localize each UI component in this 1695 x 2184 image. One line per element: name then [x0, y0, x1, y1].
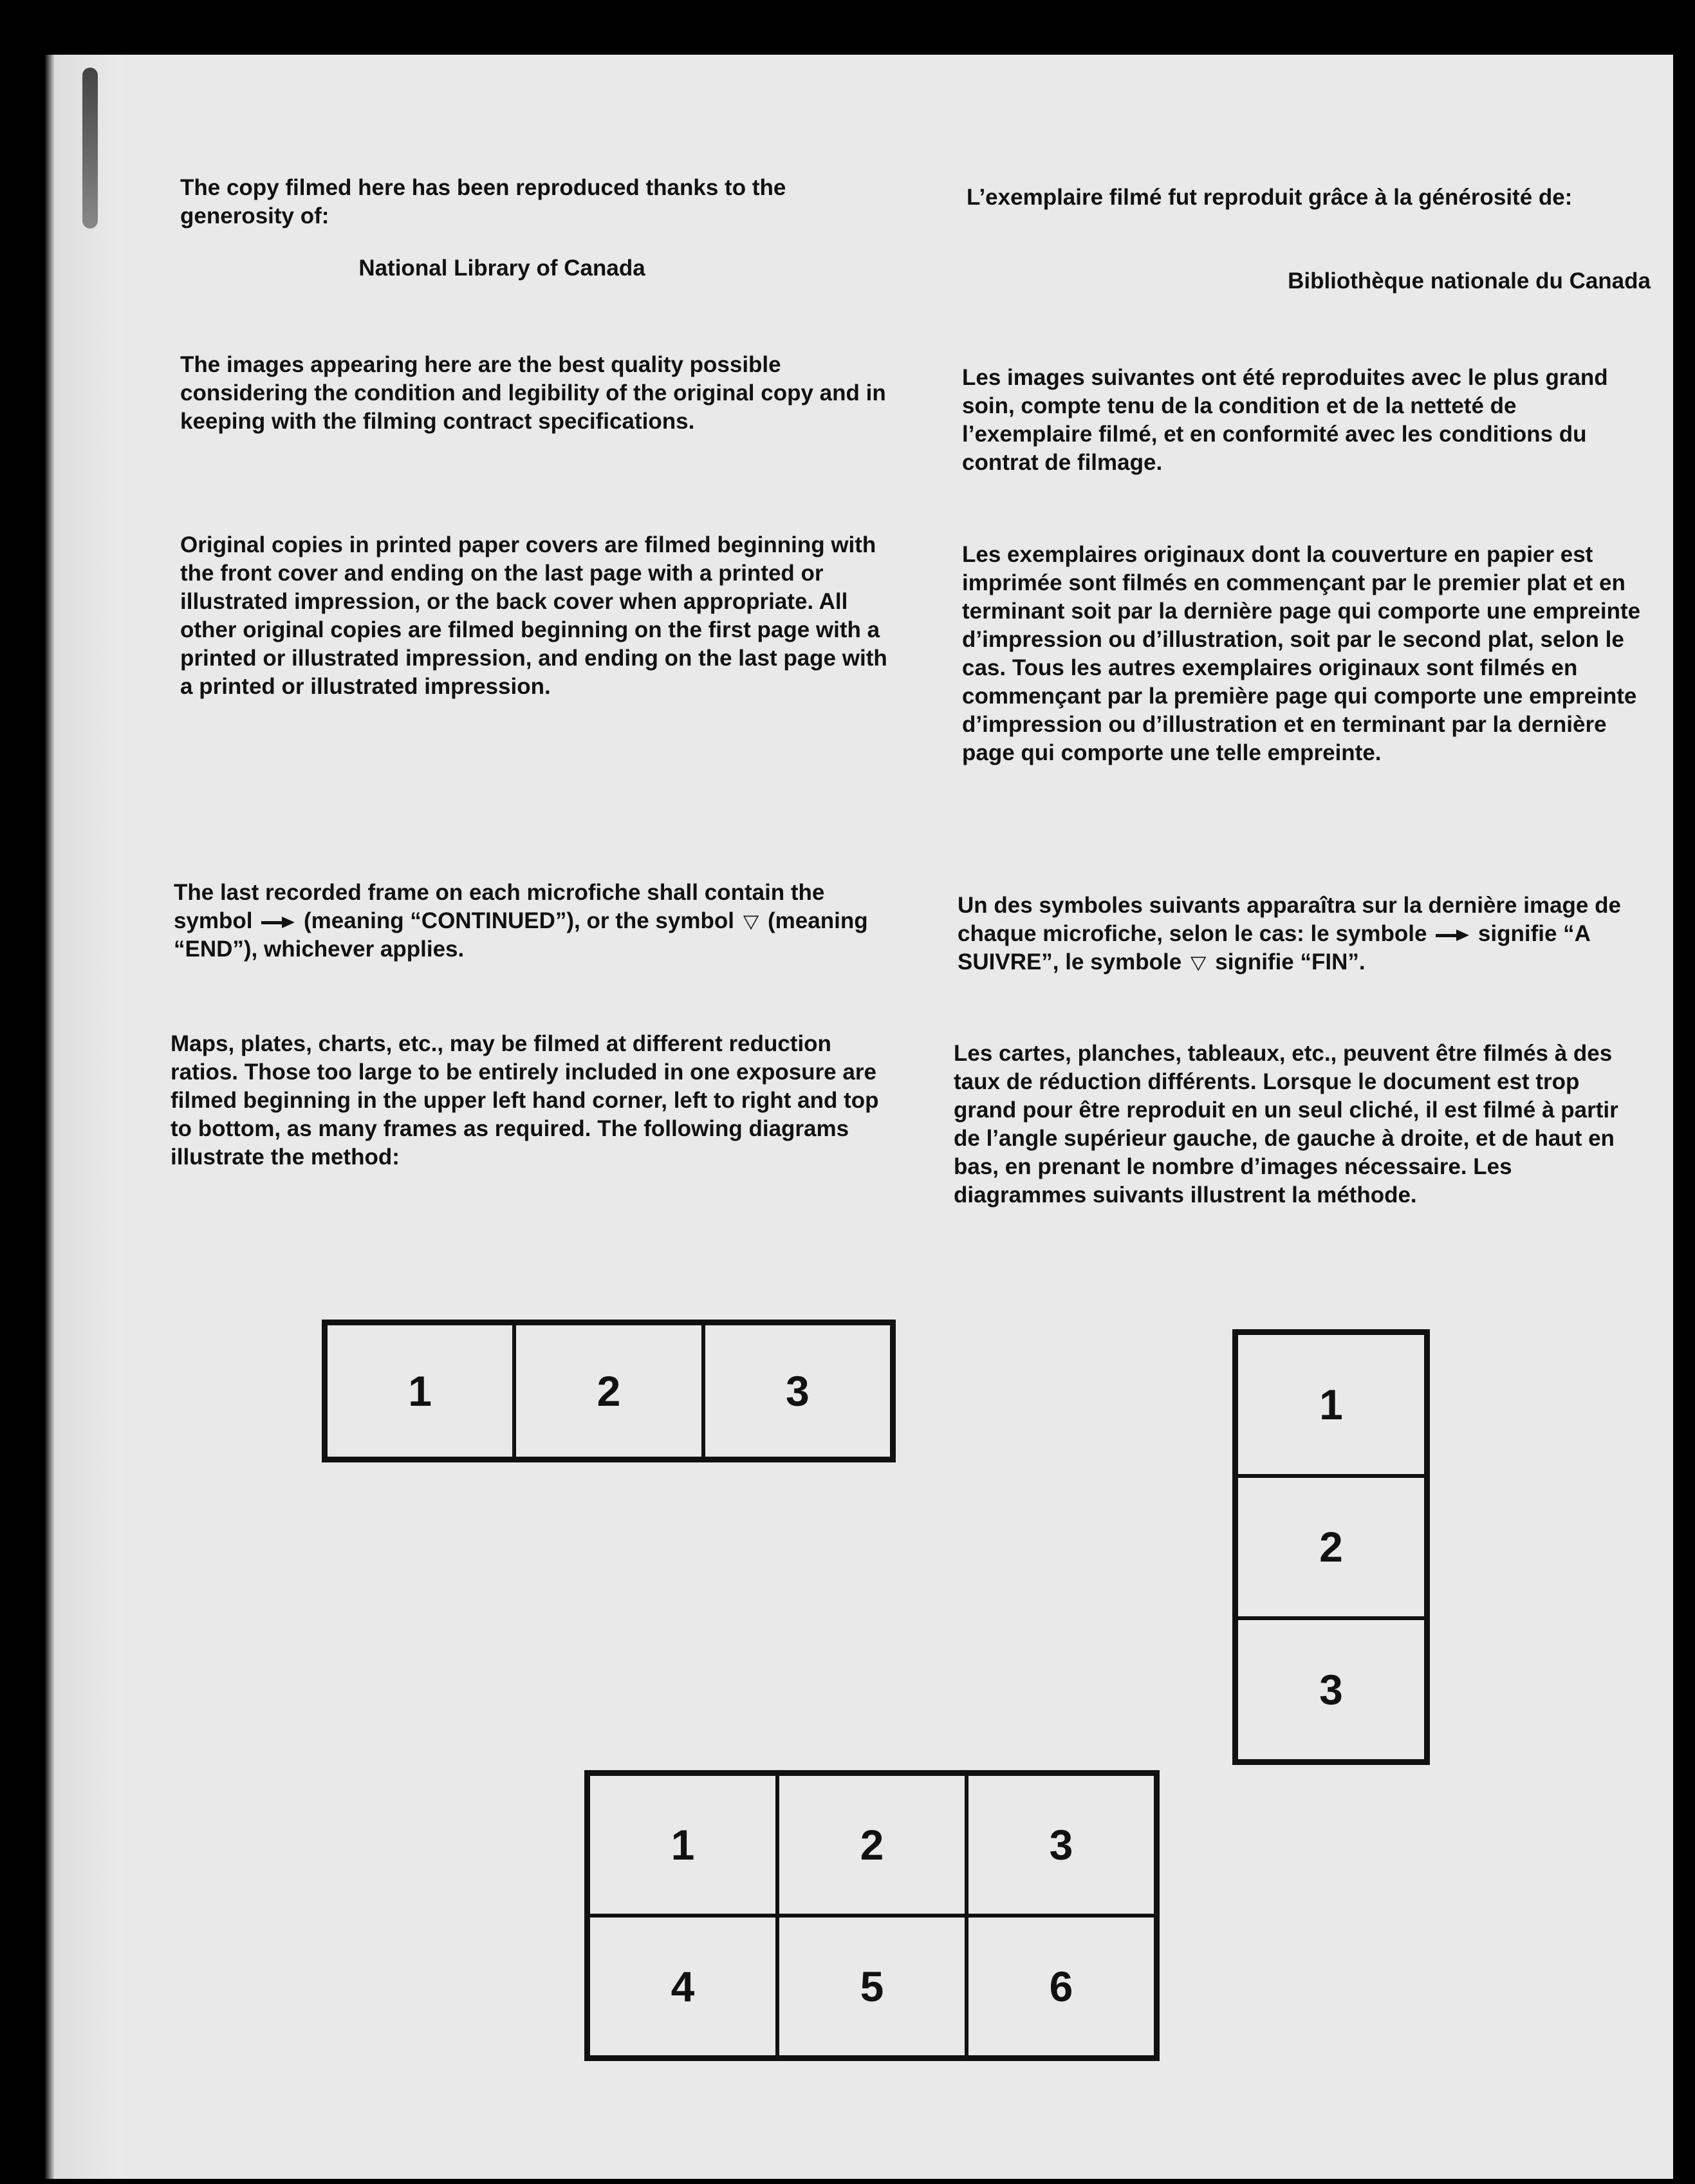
arrow-right-icon: [1436, 931, 1469, 940]
grid-frames-diagram: [584, 1770, 1160, 2061]
right-quality-paragraph: Les images suivantes ont été reproduites avec le plus grand soin, compte tenu de la condition et de la netteté de l’exemplaire filmé, et en conformité avec les conditions du contrat de filmage.: [962, 365, 1608, 475]
frame-cell: 2: [1236, 1476, 1426, 1619]
right-symbols-text-3: signifie “FIN”.: [1215, 949, 1366, 975]
right-maps-paragraph: Les cartes, planches, tableaux, etc., peuvent être filmés à des taux de réduction différents. Lorsque le document est trop grand pour être reproduit en un seul cliché, il est filmé à partir de l’angle supérieur gauche, de gauche à droite, et de haut en bas, en prenant le nombre d’images nécessaire. Les diagrammes suivants illustrent la méthode.: [954, 1041, 1618, 1208]
arrow-right-icon: [261, 918, 295, 927]
vertical-frames-diagram: [1232, 1329, 1430, 1765]
frame-cell: 4: [588, 1916, 777, 2057]
frame-cell: 1: [326, 1323, 514, 1459]
frame-cell: 2: [514, 1323, 703, 1459]
frame-cell: 2: [777, 1774, 967, 1916]
right-thanks: L’exemplaire filmé fut reproduit grâce à la générosité de:: [967, 185, 1573, 210]
binding-edge: [45, 55, 122, 2179]
frame-cell: 3: [703, 1323, 892, 1459]
right-symbols-text-1: Un des symboles suivants apparaîtra sur la dernière image de chaque microfiche, selon le cas: le symbole: [958, 893, 1621, 946]
frame-cell: 5: [777, 1916, 967, 2057]
frame-cell: 3: [1236, 1618, 1426, 1761]
binding-notch: [82, 68, 98, 229]
right-covers-paragraph: Les exemplaires originaux dont la couverture en papier est imprimée sont filmés en commençant par le premier plat et en terminant soit par la dernière page qui comporte une empreinte d’impression ou d’illustration, soit par le second plat, selon le cas. Tous les autres exemplaires originaux sont filmés en commençant par la première page qui comporte une empreinte d’impression ou d’illustration et en terminant par la dernière page qui comporte une telle empreinte.: [962, 542, 1641, 765]
horizontal-frames-diagram: [322, 1320, 896, 1462]
left-symbols-text-3: (meaning “END”), whichever applies.: [174, 908, 868, 962]
left-thanks: The copy filmed here has been reproduced thanks to the generosity of:: [180, 175, 786, 229]
frame-cell: 3: [967, 1774, 1156, 1916]
frame-cell: 6: [967, 1916, 1156, 2057]
right-symbols-paragraph: [958, 891, 1646, 976]
left-symbols-paragraph: [174, 879, 888, 964]
triangle-down-icon: ▽: [1190, 951, 1207, 973]
left-maps-paragraph: Maps, plates, charts, etc., may be filmed at different reduction ratios. Those too large to be entirely included in one exposure are filmed beginning in the upper left hand corner, left to right and top to bottom, as many frames as required. The following diagrams illustrate the method:: [171, 1031, 879, 1170]
left-quality-paragraph: The images appearing here are the best quality possible considering the condition and legibility of the original copy and in keeping with the filming contract specifications.: [180, 352, 886, 434]
frame-cell: 1: [1236, 1333, 1426, 1476]
right-library-name: Bibliothèque nationale du Canada: [1288, 268, 1651, 294]
triangle-down-icon: ▽: [743, 910, 759, 932]
right-symbols-text-2: signifie “A SUIVRE”, le symbole: [958, 921, 1590, 975]
left-covers-paragraph: Original copies in printed paper covers are filmed beginning with the front cover and ending on the last page with a printed or illustrated impression, or the back cover when appropriate. All other original copies are filmed beginning on the first page with a printed or illustrated impression, and ending on the last page with a printed or illustrated impression.: [180, 532, 887, 699]
left-library-name: National Library of Canada: [358, 256, 645, 281]
page-fold-shadow: [45, 55, 54, 2179]
left-symbols-text-2: (meaning “CONTINUED”), or the symbol: [304, 908, 734, 933]
page: [45, 55, 1673, 2179]
frame-cell: 1: [588, 1774, 777, 1916]
left-symbols-text-1: The last recorded frame on each microfiche shall contain the symbol: [174, 880, 825, 933]
